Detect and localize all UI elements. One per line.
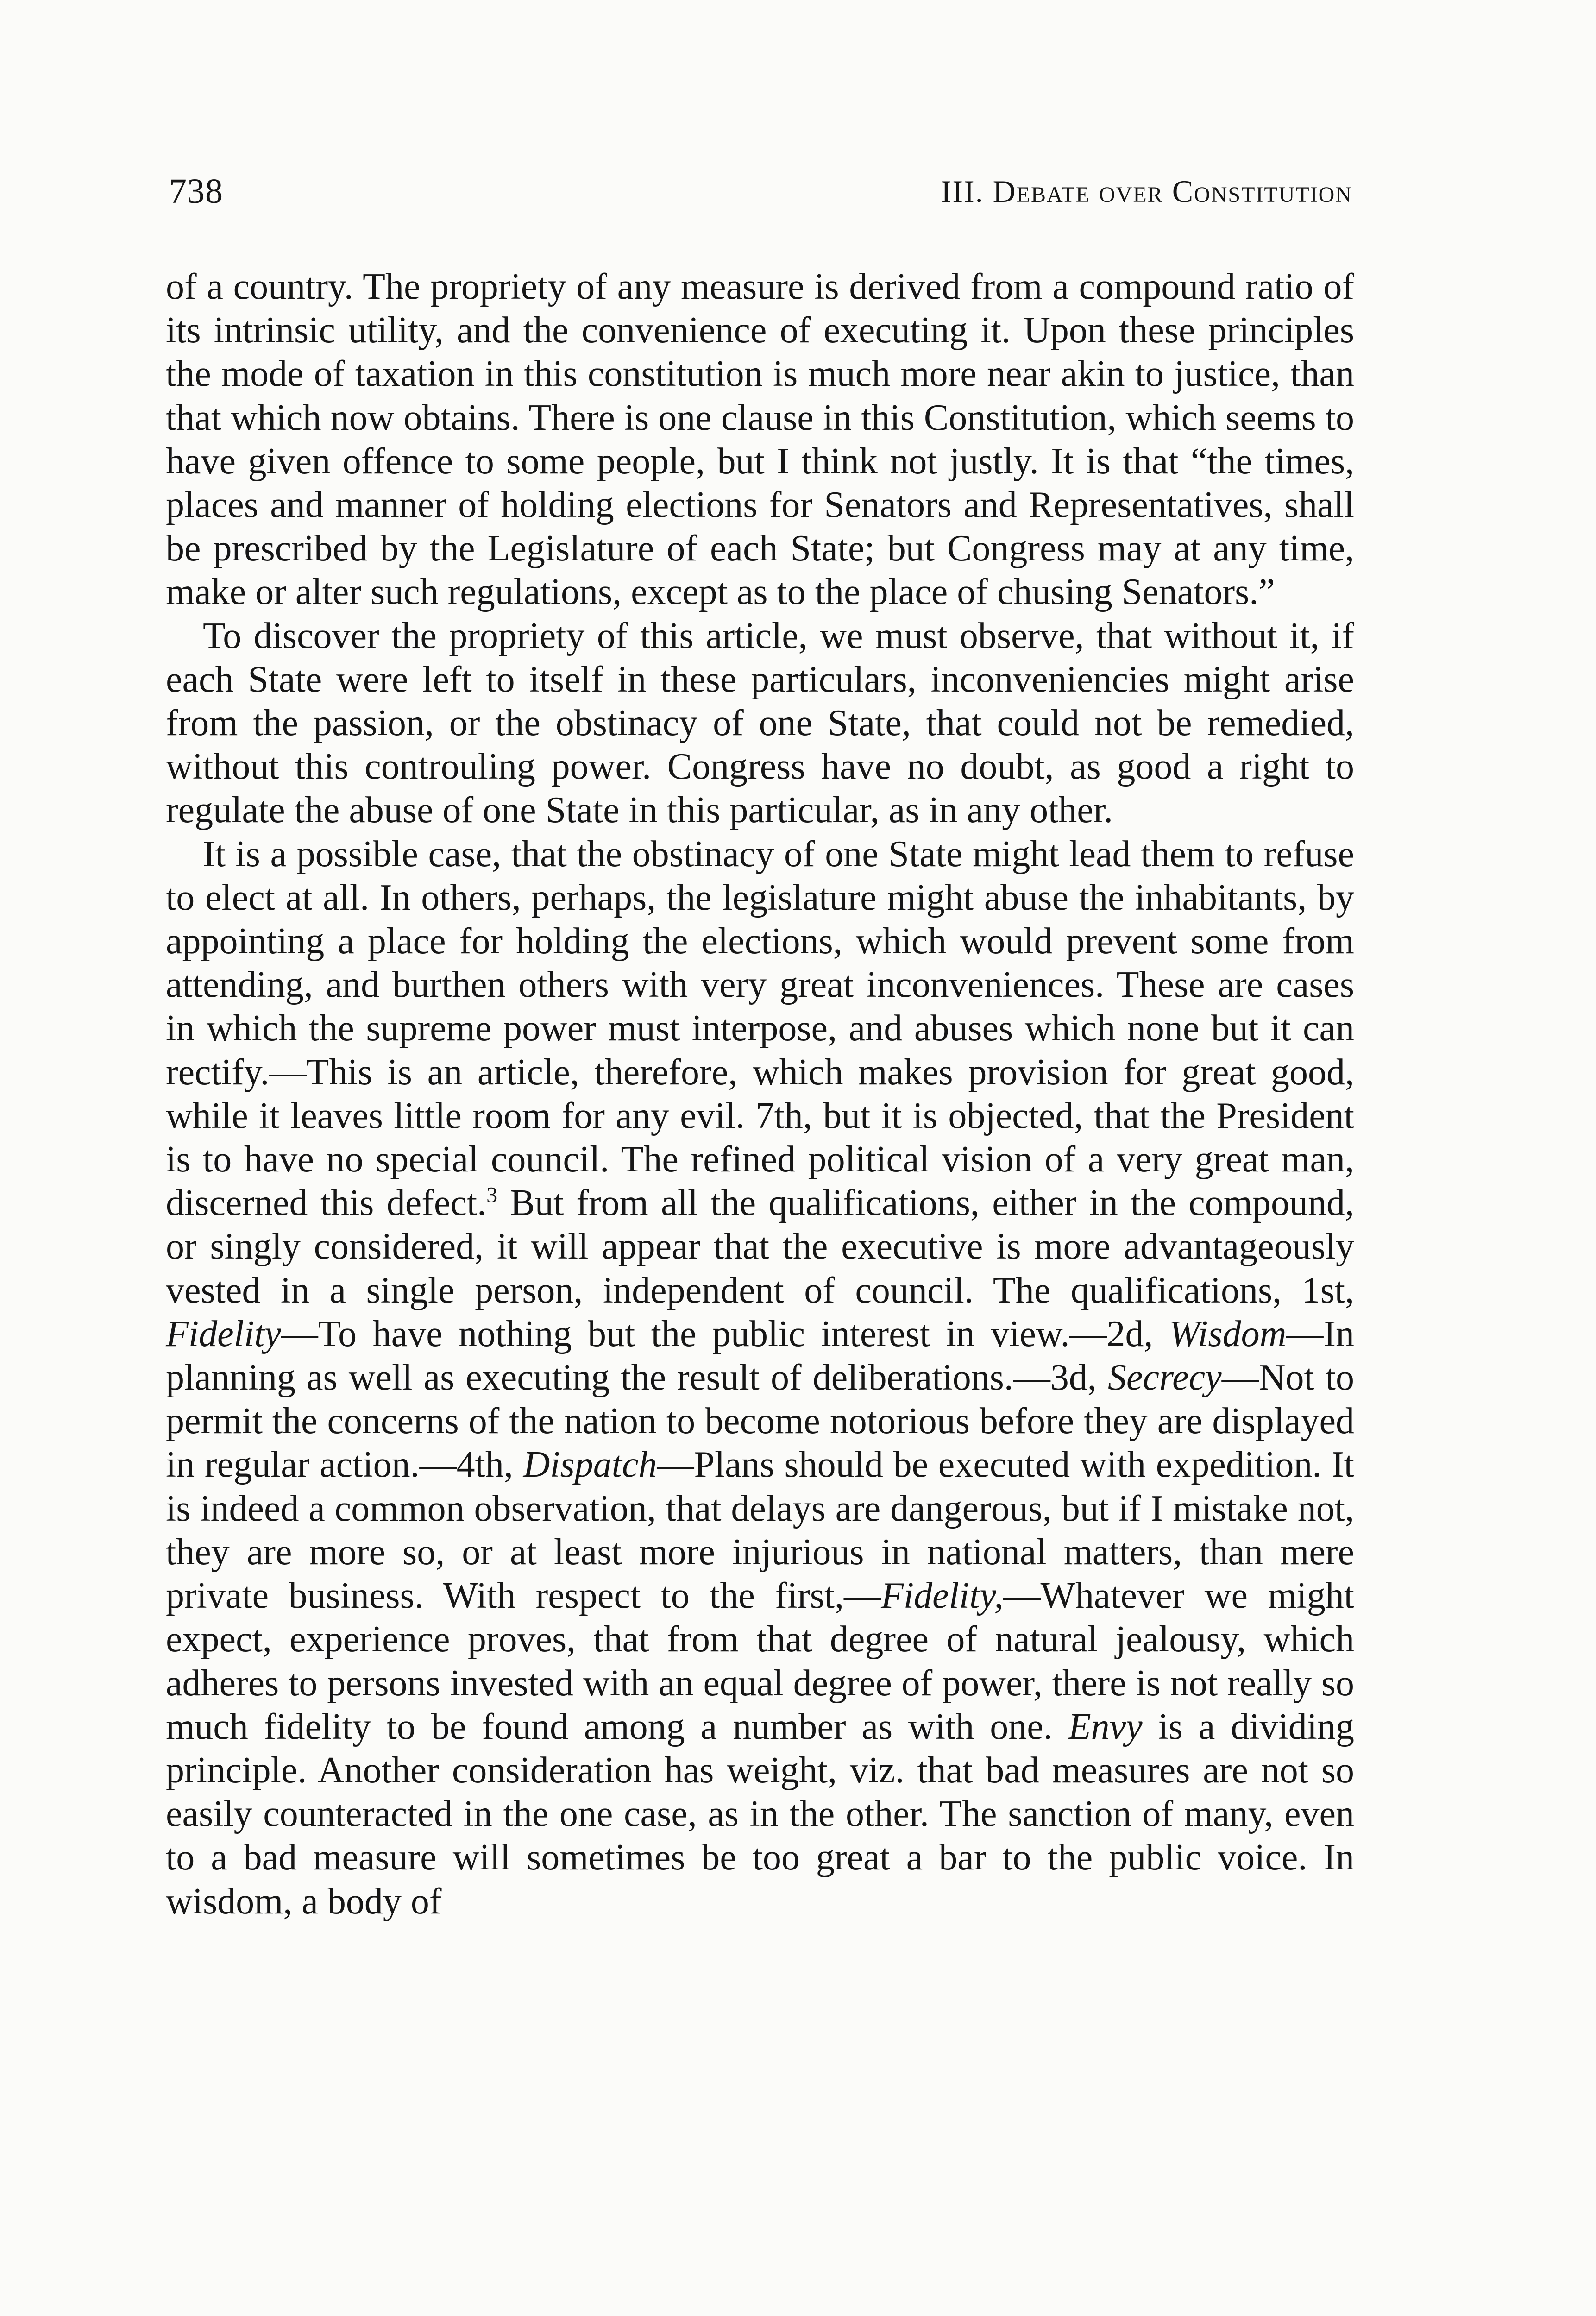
paragraph-3-text-8: is a dividing principle. Another consideration has weight, viz. that bad measures are not so easily counteracted in the one case, as in the other. The sanction of many, even to a bad measure will sometimes be too great a bar to the public voice. In wisdom, a body of [166, 1706, 1355, 1922]
paragraph-3-text-1: It is a possible case, that the obstinacy of one State might lead them to refuse to elect at all. In others, perhaps, the legislature might abuse the inhabitants, by appointing a place for holding the elections, which would prevent some from attending, and burthen others with very great inconveniences. These are cases in which the supreme power must interpose, and abuses which none but it can rectify.—This is an article, therefore, which makes provision for great good, while it leaves little room for any evil. 7th, but it is objected, that the President is to have no special council. The refined political vision of a very great man, discerned this defect. [166, 833, 1354, 1224]
paragraph-2-text: To discover the propriety of this article, we must observe, that without it, if each State were left to itself in these particulars, inconveniencies might arise from the passion, or the obstinacy of one State, that could not be remedied, without this controuling power. Congress have no doubt, as good a right to regulate the abuse of one State in this particular, as in any other. [166, 615, 1354, 831]
term-wisdom: Wisdom [1169, 1313, 1287, 1354]
paragraph-3-text-4: —In planning as well as executing the result of deliberations.—3d, [166, 1313, 1354, 1398]
paragraph-1-text: of a country. The propriety of any measure is derived from a compound ratio of its intrinsic utility, and the convenience of executing it. Upon these principles the mode of taxation in this constitution is much more near akin to justice, than that which now obtains. There is one clause in this Constitution, which seems to have given offence to some people, but I think not justly. It is that “the times, places and manner of holding elections for Senators and Representatives, shall be prescribed by the Legislature of each State; but Congress may at any time, make or alter such regulations, except as to the place of chusing Senators.” [166, 266, 1354, 613]
term-dispatch: Dispatch [523, 1444, 657, 1485]
paragraph-3 [166, 832, 1354, 1923]
paragraph-1 [166, 265, 1354, 614]
term-secrecy: Secrecy [1107, 1357, 1222, 1398]
body-text [166, 265, 1354, 1923]
running-head: III. Debate over Constitution [941, 174, 1352, 209]
page-header [169, 170, 1352, 212]
paragraph-3-text-2: But from all the qualifications, either in the compound, or singly considered, it will appear that the executive is more advantageously vested in a single person, independent of council. The qualifications, 1st, [166, 1183, 1355, 1311]
paragraph-3-text-6: —Plans should be executed with expedition. It is indeed a common observation, that delays are dangerous, but if I mistake not, they are more so, or at least more injurious in national matters, than mere private business. With respect to the first,— [166, 1444, 1354, 1617]
footnote-reference: 3 [486, 1183, 498, 1208]
paragraph-3-text-3: —To have nothing but the public interest in view.—2d, [281, 1313, 1169, 1354]
term-envy: Envy [1068, 1706, 1143, 1747]
paragraph-2 [166, 614, 1354, 832]
term-fidelity-repeat: Fidelity, [881, 1575, 1004, 1617]
term-fidelity: Fidelity [166, 1313, 281, 1354]
paragraph-3-text-7: —Whatever we might expect, experience proves, that from that degree of natural jealousy, which adheres to persons invested with an equal degree of power, there is not really so much fidelity to be found among a number as with one. [166, 1575, 1355, 1747]
page-number: 738 [169, 172, 223, 211]
paragraph-3-text-5: —Not to permit the concerns of the nation to become notorious before they are displayed in regular action.—4th, [166, 1357, 1354, 1485]
